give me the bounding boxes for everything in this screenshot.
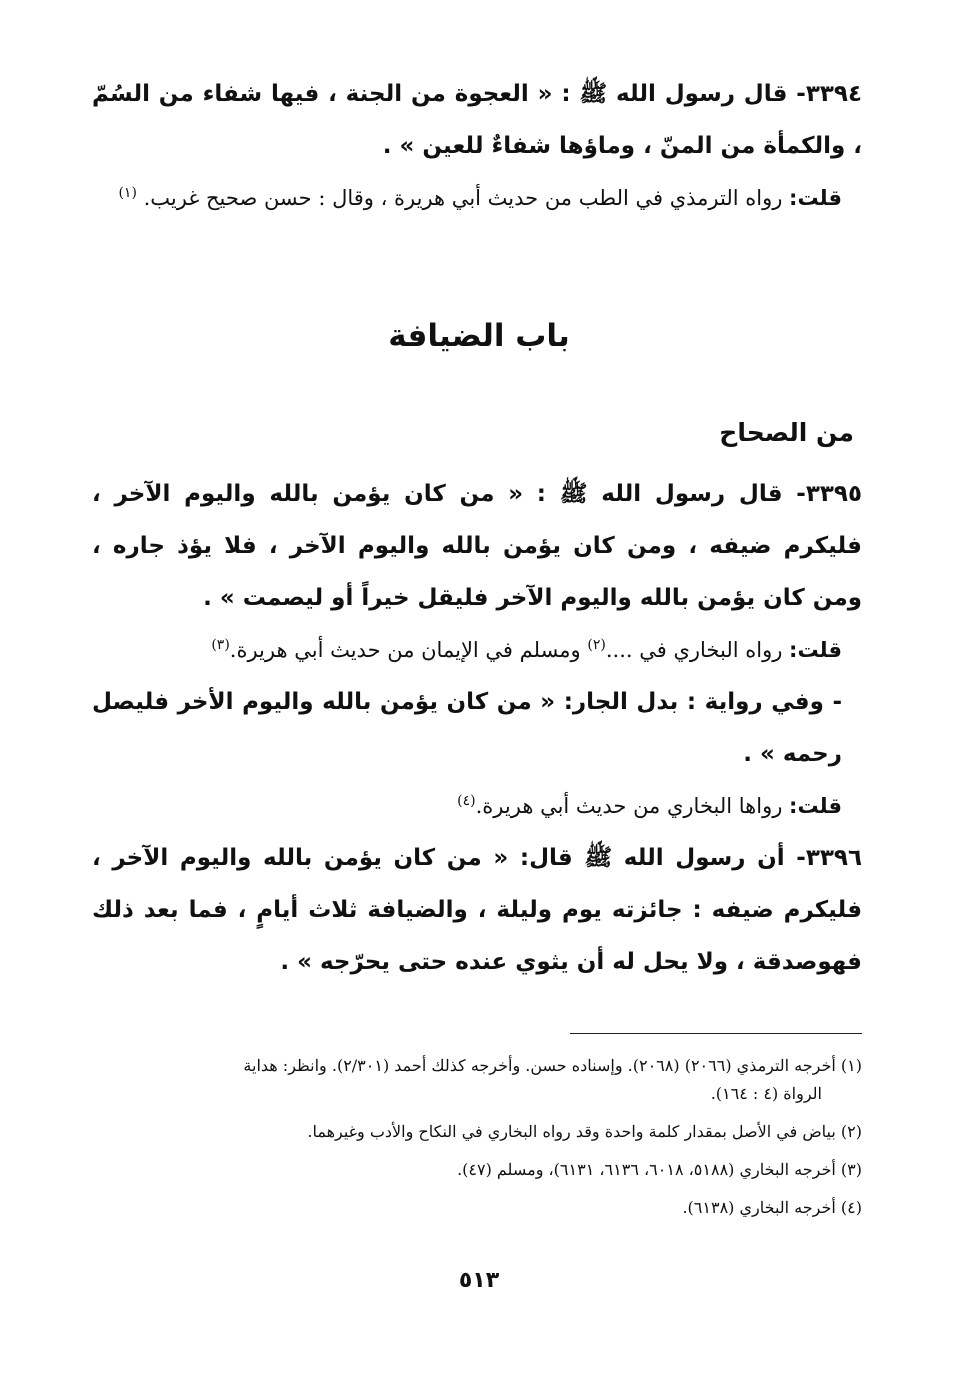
note-lead: قلت: xyxy=(789,186,842,210)
footnote-4: (٤) أخرجه البخاري (٦١٣٨). xyxy=(682,1198,862,1217)
hadith-3396-text: ٣٣٩٦- أن رسول الله ﷺ قال: « من كان يؤمن بالله واليوم الآخر ، فليكرم ضيفه : جائزته يوم وليلة ، والضيافة ثلاث أيامٍ ، فما بعد ذلك فهوصدقة ، ولا يحل له أن يثوي عنده حتى يحرّجه » . xyxy=(92,845,862,975)
hadith-3394-text: ٣٣٩٤- قال رسول الله ﷺ : « العجوة من الجنة ، فيها شفاء من السُمّ ، والكمأة من المنّ ، وماؤها شفاءٌ للعين » . xyxy=(92,81,862,159)
hadith-3395 xyxy=(92,468,862,988)
page-number: ٥١٣ xyxy=(458,1268,500,1293)
hadith-3394 xyxy=(92,68,862,224)
hadith-3395-variant: - وفي رواية : بدل الجار: « من كان يؤمن بالله واليوم الأخر فليصل رحمه » . xyxy=(92,689,842,767)
footnote-marker: (٣) xyxy=(211,637,230,653)
footnotes xyxy=(92,1052,862,1232)
section-heading: من الصحاح xyxy=(719,418,854,447)
hadith-3395-note-1 xyxy=(92,624,862,676)
footnote-2: (٢) بياض في الأصل بمقدار كلمة واحدة وقد رواه البخاري في النكاح والأدب وغيرهما. xyxy=(307,1122,862,1141)
footnote-marker: (١) xyxy=(118,185,137,201)
note-lead: قلت: xyxy=(789,638,842,662)
note-text: رواها البخاري من حديث أبي هريرة. xyxy=(475,794,783,818)
footnote-1 xyxy=(92,1052,862,1108)
footnote-marker: (٢) xyxy=(587,637,606,653)
hadith-3395-note-2 xyxy=(92,780,862,832)
footnote-1-line-2: الرواة (٤ : ١٦٤). xyxy=(710,1084,822,1103)
note-text: ومسلم في الإيمان من حديث أبي هريرة. xyxy=(229,638,581,662)
footnote-1-line-1: (١) أخرجه الترمذي (٢٠٦٦) (٢٠٦٨). وإسناده حسن. وأخرجه كذلك أحمد (٢/٣٠١). وانظر: هداية xyxy=(243,1056,862,1075)
hadith-3395-text: ٣٣٩٥- قال رسول الله ﷺ : « من كان يؤمن بالله واليوم الآخر ، فليكرم ضيفه ، ومن كان يؤمن بالله واليوم الآخر ، فلا يؤذ جاره ، ومن كان يؤمن بالله واليوم الآخر فليقل خيراً أو ليصمت » . xyxy=(92,481,862,611)
chapter-title: باب الضيافة xyxy=(388,318,570,354)
note-text: رواه البخاري في .... xyxy=(605,638,783,662)
note-text: رواه الترمذي في الطب من حديث أبي هريرة ، وقال : حسن صحيح غريب. xyxy=(143,186,783,210)
footnote-separator xyxy=(570,1033,862,1034)
hadith-3394-note xyxy=(92,172,862,224)
note-lead: قلت: xyxy=(789,794,842,818)
footnote-3: (٣) أخرجه البخاري (٥١٨٨، ٦٠١٨، ٦١٣٦، ٦١٣١)، ومسلم (٤٧). xyxy=(457,1160,862,1179)
footnote-marker: (٤) xyxy=(457,793,476,809)
